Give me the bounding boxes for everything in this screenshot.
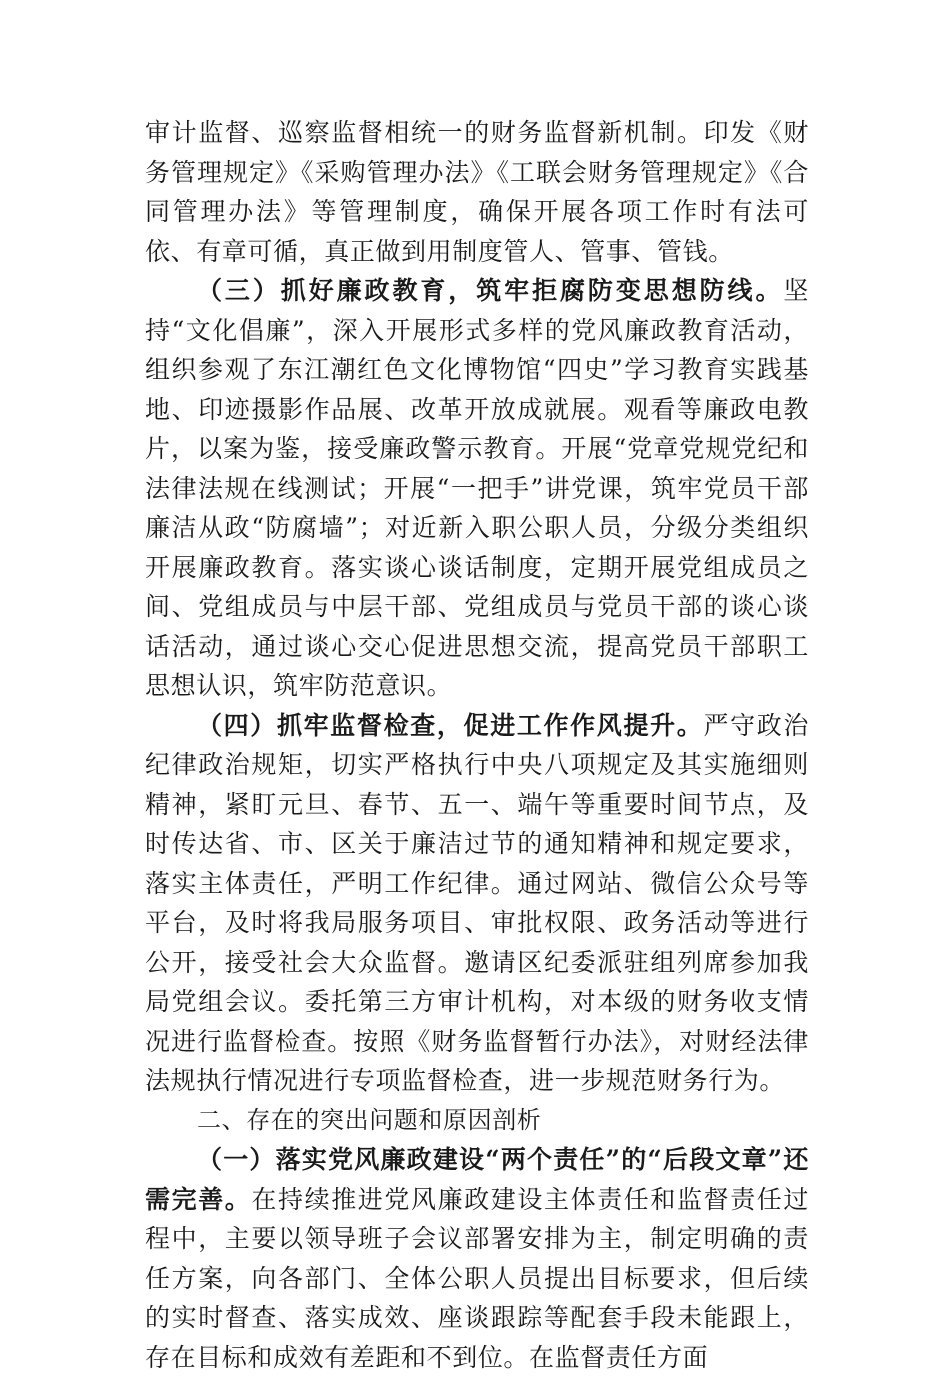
- paragraph-3-lead: （四）抓牢监督检查，促进工作作风提升。: [197, 710, 704, 740]
- paragraph-2-lead: （三）抓好廉政教育，筑牢拒腐防变思想防线。: [197, 276, 784, 305]
- section-heading: 二、存在的突出问题和原因剖析: [197, 1105, 542, 1134]
- paragraph-4-lead: （一）落实党风廉政建设“两个责任”的“后段文章”还需完善。: [145, 1145, 809, 1214]
- document-body: [145, 113, 809, 1377]
- paragraph-2-text: 坚持“文化倡廉”，深入开展形式多样的党风廉政教育活动，组织参观了东江潮红色文化博物馆“四史”学习教育实践基地、印迹摄影作品展、改革开放成就展。观看等廉政电教片，以案为鉴，接受廉政警示教育。开展“党章党规党纪和法律法规在线测试；开展“一把手”讲党课，筑牢党员干部廉洁从政“防腐墙”；对近新入职公职人员，分级分类组织开展廉政教育。落实谈心谈话制度，定期开展党组成员之间、党组成员与中层干部、党组成员与党员干部的谈心谈话活动，通过谈心交心促进思想交流，提高党员干部职工思想认识，筑牢防范意识。: [145, 276, 809, 700]
- paragraph-1: [145, 113, 809, 271]
- paragraph-4-text: 在持续推进党风廉政建设主体责任和监督责任过程中，主要以领导班子会议部署安排为主，制定明确的责任方案，向各部门、全体公职人员提出目标要求，但后续的实时督查、落实成效、座谈跟踪等配套手段未能跟上，存在目标和成效有差距和不到位。在监督责任方面: [145, 1184, 809, 1372]
- paragraph-4: [145, 1140, 809, 1377]
- paragraph-3: [145, 706, 809, 1101]
- paragraph-3-text: 严守政治纪律政治规矩，切实严格执行中央八项规定及其实施细则精神，紧盯元旦、春节、五一、端午等重要时间节点，及时传达省、市、区关于廉洁过节的通知精神和规定要求，落实主体责任，严明工作纪律。通过网站、微信公众号等平台，及时将我局服务项目、审批权限、政务活动等进行公开，接受社会大众监督。邀请区纪委派驻组列席参加我局党组会议。委托第三方审计机构，对本级的财务收支情况进行监督检查。按照《财务监督暂行办法》，对财经法律法规执行情况进行专项监督检查，进一步规范财务行为。: [145, 710, 809, 1095]
- paragraph-2: [145, 271, 809, 706]
- paragraph-1-text: 审计监督、巡察监督相统一的财务监督新机制。印发《财务管理规定》《采购管理办法》《工联会财务管理规定》《合同管理办法》等管理制度，确保开展各项工作时有法可依、有章可循，真正做到用制度管人、管事、管钱。: [145, 118, 809, 266]
